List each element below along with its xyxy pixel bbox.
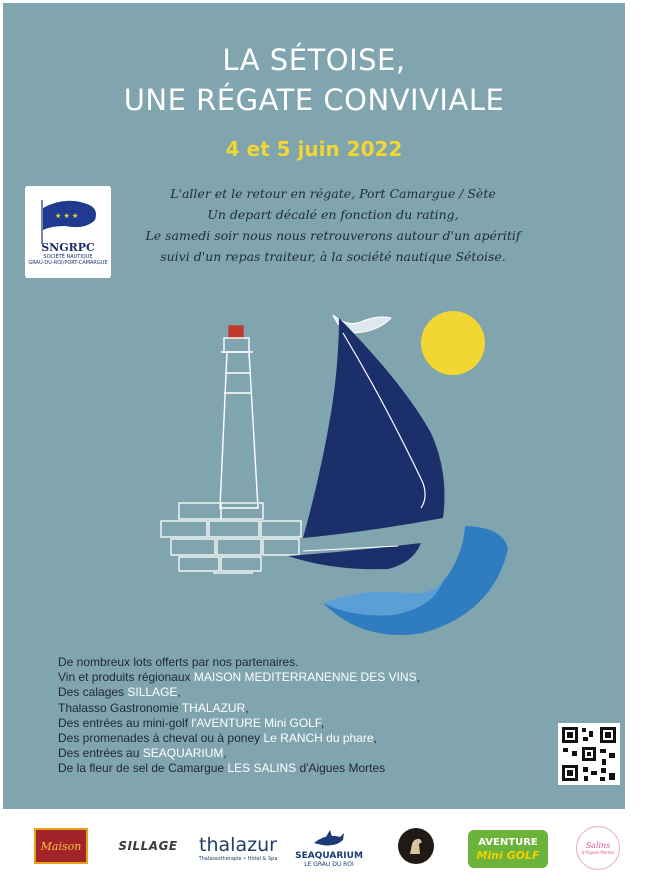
horse-icon xyxy=(404,834,428,858)
poster-title-line-1: LA SÉTOISE, xyxy=(222,43,406,77)
partner-suffix: , xyxy=(373,731,377,746)
salins-logo xyxy=(576,826,620,870)
description-line: Le samedi soir nous nous retrouverons autour d'un apéritif xyxy=(145,228,521,243)
ranch-logo xyxy=(398,828,434,864)
salins-logo-text: Salins xyxy=(585,841,611,850)
partner-name: SILLAGE xyxy=(127,685,178,700)
partner-line xyxy=(58,761,558,776)
partner-line xyxy=(58,685,558,700)
aventure-minigolf-logo xyxy=(468,830,548,868)
description-line: Un depart décalé en fonction du rating, xyxy=(207,207,459,222)
qr-code-icon xyxy=(558,723,620,785)
event-poster xyxy=(3,3,625,809)
partner-name: MAISON MEDITERRANENNE DES VINS xyxy=(193,670,417,685)
partner-line xyxy=(58,655,558,670)
maison-logo xyxy=(34,828,88,864)
lighthouse-icon xyxy=(220,326,258,508)
description-line: L'aller et le retour en régate, Port Camargue / Sète xyxy=(170,186,496,201)
partner-line xyxy=(58,701,558,716)
partner-suffix: , xyxy=(416,670,420,685)
partner-line xyxy=(58,670,558,685)
club-logo-name: SNGRPC xyxy=(41,241,95,254)
partner-name: THALAZUR xyxy=(181,700,246,715)
partner-name: l'AVENTURE Mini GOLF xyxy=(191,715,321,730)
partner-text: De nombreux lots offerts par nos partenaires. xyxy=(58,655,299,669)
partner-text: Vin et produits régionaux xyxy=(58,670,194,685)
event-date: 4 et 5 juin 2022 xyxy=(225,137,403,161)
partner-suffix: , xyxy=(223,746,227,761)
sun-icon xyxy=(421,311,485,375)
partner-name: SEAQUARIUM xyxy=(142,746,224,761)
wave-icon xyxy=(323,526,508,635)
partner-name: LES SALINS xyxy=(227,761,297,776)
partner-suffix: , xyxy=(245,700,249,715)
partner-text: De la fleur de sel de Camargue xyxy=(58,761,228,776)
partner-name: Le RANCH du phare xyxy=(263,731,374,746)
sillage-logo-text: SILLAGE xyxy=(118,839,178,853)
aventure-logo-text: AVENTURE xyxy=(478,836,538,848)
seaquarium-logo-text: SEAQUARIUM xyxy=(295,850,363,861)
thalazur-logo xyxy=(196,826,280,870)
qr-code[interactable] xyxy=(558,723,620,785)
brick-pier-icon xyxy=(161,503,301,573)
club-logo-subtitle-text: SOCIÉTÉ NAUTIQUE xyxy=(43,254,93,260)
thalazur-logo-text: thalazur xyxy=(199,834,277,856)
svg-text:★ ★ ★: ★ ★ ★ xyxy=(55,212,79,220)
partner-text: Des entrées au xyxy=(58,746,143,761)
club-logo-place: GRAU-DU-ROI/PORT-CAMARGUE xyxy=(28,260,108,266)
poster-title-line-2: UNE RÉGATE CONVIVIALE xyxy=(123,83,505,117)
partner-suffix: , xyxy=(177,685,181,700)
maison-logo-text: Maison xyxy=(40,839,82,853)
seaquarium-logo xyxy=(296,824,362,872)
partner-line xyxy=(58,731,558,746)
partner-text: Des entrées au mini-golf xyxy=(58,715,192,730)
salins-logo-subtitle: d'Aigues-Mortes xyxy=(581,850,615,855)
partners-list xyxy=(58,655,558,777)
partner-line xyxy=(58,746,558,761)
minigolf-logo-text: Mini GOLF xyxy=(476,848,540,862)
sillage-logo xyxy=(108,834,188,858)
partner-suffix: , xyxy=(320,715,325,730)
partner-text: Thalasso Gastronomie xyxy=(58,700,182,715)
shark-icon xyxy=(312,829,346,851)
description-line: suivi d'un repas traiteur, à la société nautique Sétoise. xyxy=(160,249,506,264)
sponsor-logos xyxy=(0,818,661,878)
hull-icon xyxy=(288,543,421,569)
partner-text: Des calages xyxy=(58,685,128,700)
thalazur-logo-subtitle: Thalassothérapie • Hôtel & Spa xyxy=(198,856,278,862)
partner-line xyxy=(58,716,558,731)
partner-text: Des promenades à cheval ou à poney xyxy=(58,731,264,746)
seaquarium-logo-subtitle: LE GRAU DU ROI xyxy=(304,860,354,868)
partner-suffix: d'Aigues Mortes xyxy=(296,761,386,776)
